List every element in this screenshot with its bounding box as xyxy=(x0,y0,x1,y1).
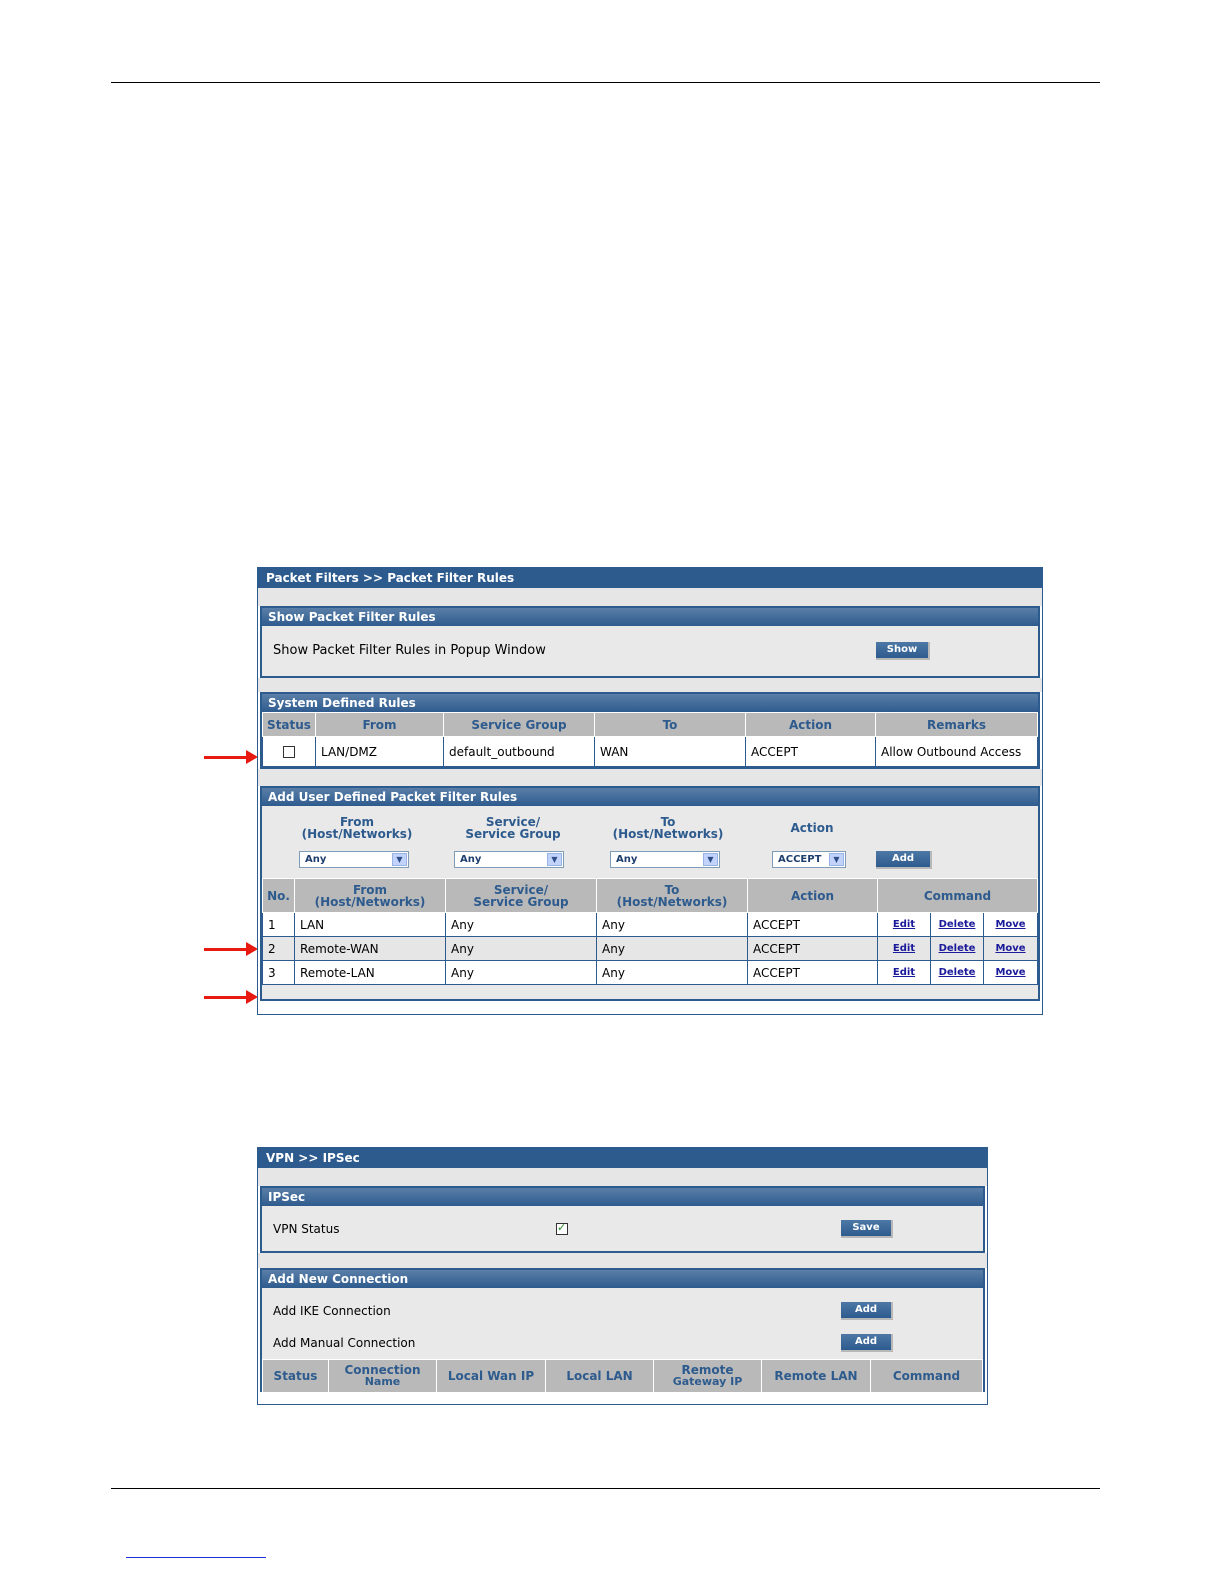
edit-link[interactable]: Edit xyxy=(892,967,916,978)
chevron-down-icon: ▼ xyxy=(703,853,718,866)
save-button[interactable]: Save xyxy=(841,1220,893,1238)
cell-to: Any xyxy=(597,913,748,937)
show-rules-label: Show Packet Filter Rules in Popup Window xyxy=(273,643,546,658)
col-header-action: Action xyxy=(748,879,878,913)
cell-no: 1 xyxy=(263,913,295,937)
show-rules-section xyxy=(260,606,1040,678)
col-header-remote-lan: Remote LAN xyxy=(762,1360,871,1393)
from-select[interactable]: Any ▼ xyxy=(299,851,409,868)
vpn-panel xyxy=(257,1147,988,1405)
system-rules-table xyxy=(262,712,1038,767)
manual-connection-label: Add Manual Connection xyxy=(273,1336,416,1350)
cell-service: Any xyxy=(446,913,597,937)
cell-from: LAN/DMZ xyxy=(316,737,444,767)
cell-remarks: Allow Outbound Access xyxy=(876,737,1038,767)
service-label: Service/ Service Group xyxy=(465,815,561,841)
add-rule-button[interactable]: Add xyxy=(876,851,932,869)
cell-from: Remote-LAN xyxy=(295,961,446,985)
move-link[interactable]: Move xyxy=(995,967,1026,978)
cell-to: WAN xyxy=(595,737,746,767)
cell-to: Any xyxy=(597,937,748,961)
to-label: To (Host/Networks) xyxy=(612,815,724,841)
col-header-from: From (Host/Networks) xyxy=(295,879,446,913)
red-arrow-icon xyxy=(204,750,258,764)
section-title: Show Packet Filter Rules xyxy=(262,608,1038,626)
cell-no: 2 xyxy=(263,937,295,961)
system-rules-section xyxy=(260,692,1040,769)
col-header: Action xyxy=(746,713,876,737)
cell-from: Remote-WAN xyxy=(295,937,446,961)
col-header-status: Status xyxy=(263,1360,329,1393)
table-row xyxy=(263,937,1038,961)
col-header: Status xyxy=(263,713,316,737)
to-select[interactable]: Any ▼ xyxy=(610,851,720,868)
section-title: Add User Defined Packet Filter Rules xyxy=(262,788,1038,806)
vpn-status-checkbox[interactable] xyxy=(556,1223,568,1235)
edit-link[interactable]: Edit xyxy=(892,919,916,930)
edit-link[interactable]: Edit xyxy=(892,943,916,954)
add-ike-button[interactable]: Add xyxy=(841,1302,893,1320)
chevron-down-icon: ▼ xyxy=(547,853,562,866)
col-header-command: Command xyxy=(871,1360,983,1393)
show-button[interactable]: Show xyxy=(876,642,930,660)
vpn-status-label: VPN Status xyxy=(273,1222,340,1236)
bottom-rule xyxy=(111,1488,1100,1489)
status-checkbox[interactable] xyxy=(283,746,295,758)
col-header-to: To (Host/Networks) xyxy=(597,879,748,913)
cell-from: LAN xyxy=(295,913,446,937)
section-title: System Defined Rules xyxy=(262,694,1038,712)
move-link[interactable]: Move xyxy=(995,919,1026,930)
page-title: VPN >> IPSec xyxy=(258,1148,987,1168)
chevron-down-icon: ▼ xyxy=(392,853,407,866)
section-title: IPSec xyxy=(262,1188,983,1206)
top-rule xyxy=(111,82,1100,83)
cell-action: ACCEPT xyxy=(748,913,878,937)
action-label: Action xyxy=(790,821,834,835)
cell-service: Any xyxy=(446,961,597,985)
red-arrow-icon xyxy=(204,942,258,956)
cell-service: default_outbound xyxy=(444,737,595,767)
chevron-down-icon: ▼ xyxy=(829,853,844,866)
cell-no: 3 xyxy=(263,961,295,985)
col-header-connection-name: Connection Name xyxy=(329,1360,437,1393)
col-header-local-lan: Local LAN xyxy=(546,1360,654,1393)
cell-to: Any xyxy=(597,961,748,985)
section-title: Add New Connection xyxy=(262,1270,983,1288)
cell-action: ACCEPT xyxy=(746,737,876,767)
ike-connection-label: Add IKE Connection xyxy=(273,1304,391,1318)
cell-action: ACCEPT xyxy=(748,937,878,961)
col-header: Service Group xyxy=(444,713,595,737)
delete-link[interactable]: Delete xyxy=(938,967,976,978)
move-link[interactable]: Move xyxy=(995,943,1026,954)
table-row xyxy=(263,961,1038,985)
page-title: Packet Filters >> Packet Filter Rules xyxy=(258,568,1042,588)
user-rules-section xyxy=(260,786,1040,1001)
delete-link[interactable]: Delete xyxy=(938,943,976,954)
col-header-remote-gateway: Remote Gateway IP xyxy=(654,1360,762,1393)
action-select[interactable]: ACCEPT ▼ xyxy=(772,851,846,868)
new-connection-section xyxy=(260,1268,985,1392)
packet-filters-panel xyxy=(257,567,1043,1015)
col-header-no: No. xyxy=(263,879,295,913)
table-row xyxy=(263,737,1038,767)
col-header-local-wan-ip: Local Wan IP xyxy=(437,1360,546,1393)
col-header-command: Command xyxy=(878,879,1038,913)
add-manual-button[interactable]: Add xyxy=(841,1334,893,1352)
user-rules-table xyxy=(262,878,1038,985)
col-header: From xyxy=(316,713,444,737)
service-select[interactable]: Any ▼ xyxy=(454,851,564,868)
footer-link-underline xyxy=(126,1557,266,1558)
col-header-service: Service/ Service Group xyxy=(446,879,597,913)
ipsec-section xyxy=(260,1186,985,1253)
from-label: From (Host/Networks) xyxy=(301,815,413,841)
cell-service: Any xyxy=(446,937,597,961)
delete-link[interactable]: Delete xyxy=(938,919,976,930)
connections-table xyxy=(262,1359,983,1393)
red-arrow-icon xyxy=(204,990,258,1004)
col-header: To xyxy=(595,713,746,737)
cell-action: ACCEPT xyxy=(748,961,878,985)
table-row xyxy=(263,913,1038,937)
col-header: Remarks xyxy=(876,713,1038,737)
